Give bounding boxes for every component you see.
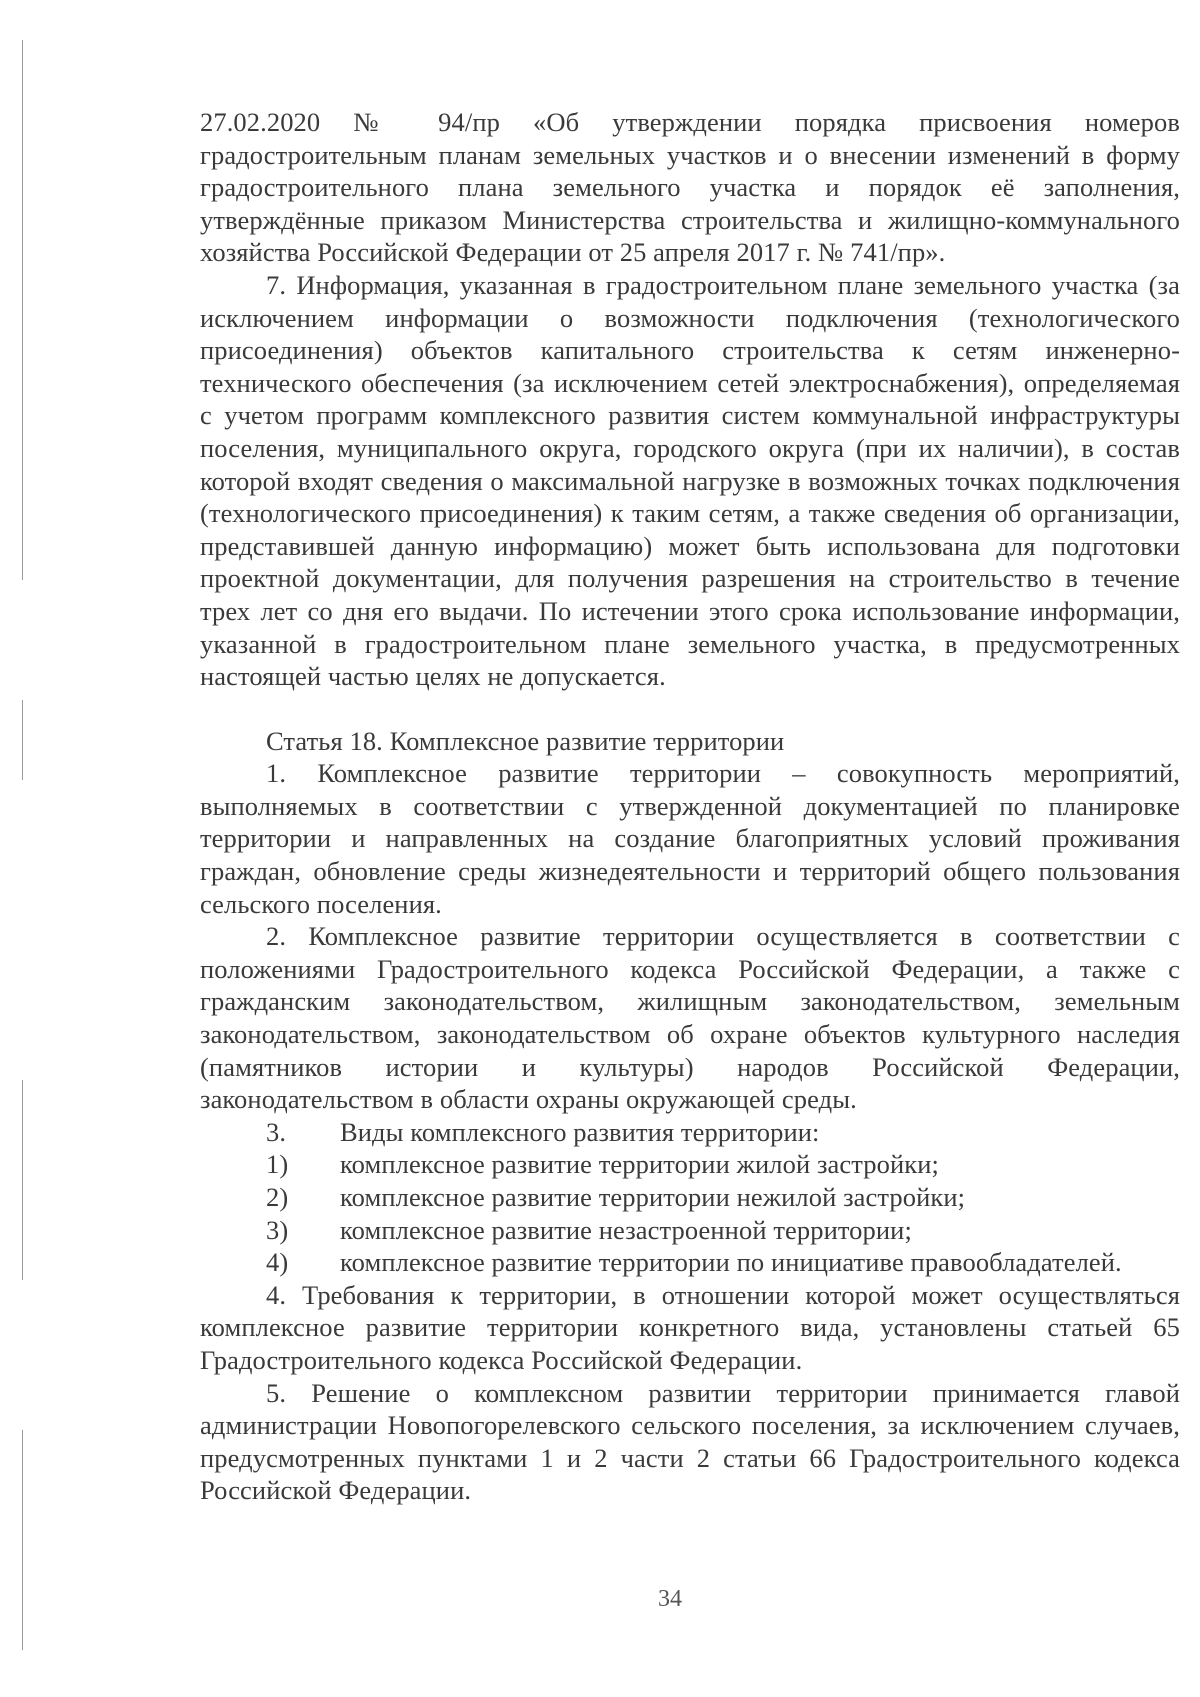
paragraph-item-5: 5. Решение о комплексном развитии территории принимается главой администрации Новопогорелевского сельского поселения, за исключением случаев, предусмотренных пунктами 1 и 2 части 2 статьи 66 Градостроительного кодекса Российской Федерации. [200,1377,1180,1506]
list-item-text: комплексное развитие незастроенной территории; [340,1214,912,1245]
paragraph-item-4: 4. Требования к территории, в отношении которой может осуществляться комплексное развитие территории конкретного вида, установлены статьей 65 Градостроительного кодекса Российской Федерации. [200,1279,1180,1375]
paragraph-order-reference: 27.02.2020 № 94/пр «Об утверждении порядка присвоения номеров градостроительным планам земельных участков и о внесении изменений в форму градостроительного плана земельного участка и порядок её заполнения, утверждённые приказом Министерства строительства и жилищно-коммунального хозяйства Российской Федерации от 25 апреля 2017 г. № 741/пр». [200,107,1180,268]
list-item-number: 2) [266,1182,289,1212]
document-body [200,106,1180,1507]
list-item-text: комплексное развитие территории жилой застройки; [340,1149,939,1180]
paragraph-item-1: 1. Комплексное развитие территории – совокупность мероприятий, выполняемых в соответствии с утвержденной документацией по планировке территории и направленных на создание благоприятных условий проживания граждан, обновление среды жизнедеятельности и территорий общего пользования сельского поселения. [200,758,1180,919]
scan-edge-mark [22,700,23,780]
scan-edge-mark [22,40,23,580]
list-item-number: 3) [266,1214,289,1245]
list-item-text: комплексное развитие территории по инициативе правообладателей. [340,1247,1122,1278]
page-number: 34 [658,1586,682,1612]
list-item [200,1214,1180,1247]
list-item-text: комплексное развитие территории нежилой застройки; [340,1182,966,1212]
list-item-number: 1) [266,1149,289,1180]
scan-edge-mark [22,1080,23,1280]
paragraph-item-2: 2. Комплексное развитие территории осуществляется в соответствии с положениями Градостроительного кодекса Российской Федерации, а также с гражданским законодательством, жилищным законодательством, земельным законодательством, законодательством об охране объектов культурного наследия (памятников истории и культуры) народов Российской Федерации, законодательством в области охраны окружающей среды. [200,921,1180,1115]
paragraph-item-7: 7. Информация, указанная в градостроительном плане земельного участка (за исключением информации о возможности подключения (технологического присоединения) объектов капитального строительства к сетям инженерно-технического обеспечения (за исключением сетей электроснабжения), определяемая с учетом программ комплексного развития систем коммунальной инфраструктуры поселения, муниципального округа, городского округа (при их наличии), в состав которой входят сведения о максимальной нагрузке в возможных точках подключения (технологического присоединения) к таким сетям, а также сведения об организации, представившей данную информацию) может быть использована для подготовки проектной документации, для получения разрешения на строительство в течение трех лет со дня его выдачи. По истечении этого срока использование информации, указанной в градостроительном плане земельного участка, в предусмотренных настоящей частью целях не допускается. [200,269,1180,692]
list-item [200,1181,1180,1214]
list-item-number: 3. [266,1116,287,1147]
scan-edge-mark [22,1430,23,1650]
list-item-text: Виды комплексного развития территории: [340,1116,820,1147]
article-heading: Статья 18. Комплексное развитие территории [266,725,785,756]
list-item [200,1116,1180,1149]
list-item [200,1246,1180,1279]
list-item-number: 4) [266,1247,289,1278]
list-item [200,1148,1180,1181]
